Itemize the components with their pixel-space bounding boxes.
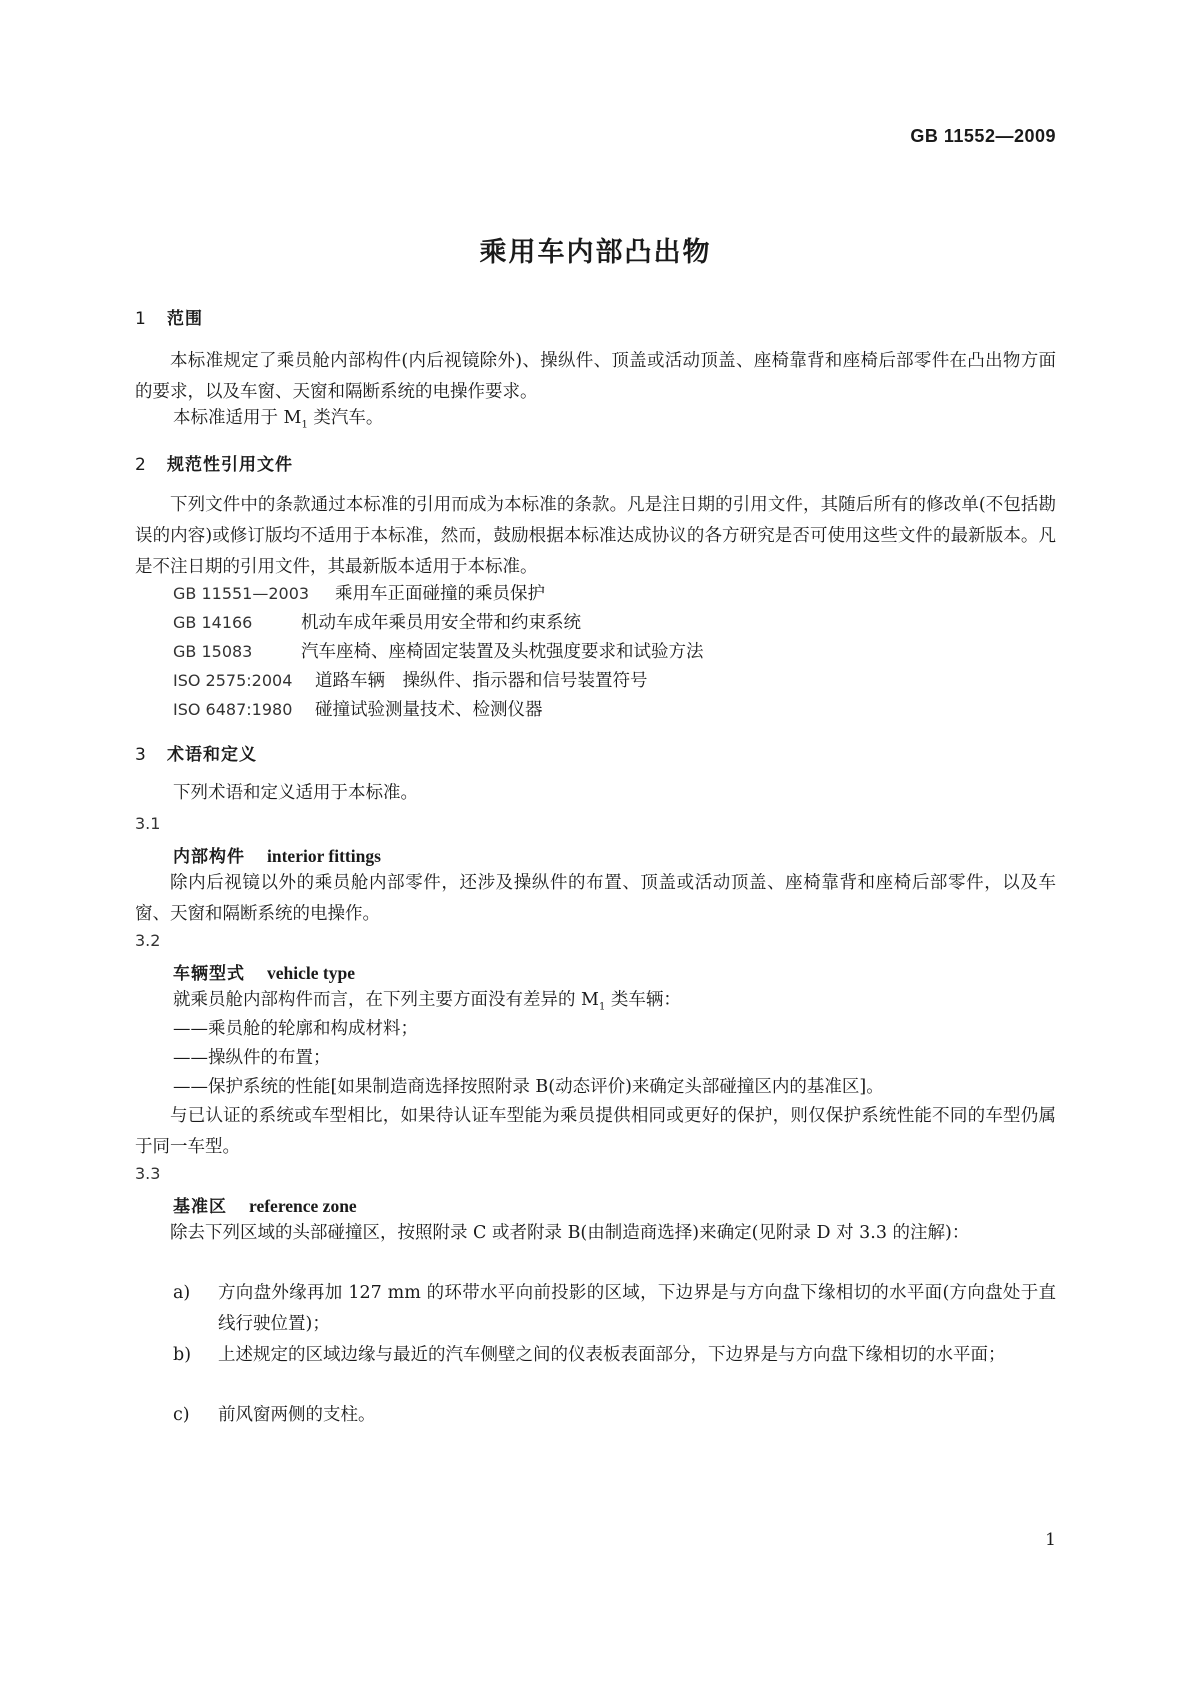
reference-item (173, 694, 543, 726)
text-run: 类汽车。 (307, 408, 384, 428)
dash-item: ——操纵件的布置； (173, 1048, 331, 1068)
reference-title: 乘用车正面碰撞的乘员保护 (335, 584, 545, 604)
section-number: 2 (135, 455, 147, 475)
text-run: 类车辆： (605, 990, 681, 1010)
subscript: 1 (598, 1001, 606, 1013)
section-number: 3 (135, 745, 147, 765)
standard-code: GB 11552—2009 (910, 126, 1056, 146)
reference-item (173, 636, 704, 668)
list-text: 上述规定的区域边缘与最近的汽车侧壁之间的仪表板表面部分，下边界是与方向盘下缘相切的水平面； (218, 1345, 1006, 1365)
term-english: interior fittings (267, 846, 381, 866)
dash-item: ——保护系统的性能[如果制造商选择按照附录 B(动态评价)来确定头部碰撞区内的基准区]。 (173, 1077, 884, 1097)
reference-title: 汽车座椅、座椅固定装置及头枕强度要求和试验方法 (301, 642, 704, 662)
document-title: 乘用车内部凸出物 (479, 237, 712, 268)
term-note: 与已认证的系统或车型相比，如果待认证车型能为乘员提供相同或更好的保护，则仅保护系统性能不同的车型仍属于同一车型。 (135, 1106, 1056, 1157)
reference-item (173, 607, 581, 639)
reference-title: 道路车辆 操纵件、指示器和信号装置符号 (315, 671, 648, 691)
reference-title: 碰撞试验测量技术、检测仪器 (315, 700, 543, 720)
list-text: 方向盘外缘再加 127 mm 的环带水平向前投影的区域，下边界是与方向盘下缘相切的水平面(方向盘处于直线行驶位置)； (218, 1283, 1056, 1334)
page-number: 1 (1045, 1530, 1056, 1550)
reference-code: GB 11551—2003 (173, 584, 310, 603)
section-title: 范围 (167, 309, 203, 329)
reference-item (173, 578, 545, 610)
reference-code: GB 14166 (173, 613, 253, 632)
term-heading (173, 1192, 357, 1217)
section-2-heading (135, 450, 293, 475)
section-title: 规范性引用文件 (167, 455, 293, 475)
clause-number: 3.2 (135, 931, 161, 950)
list-label: b) (173, 1345, 192, 1365)
section-number: 1 (135, 309, 147, 329)
term-heading (173, 959, 355, 984)
section-1-paragraph-2 (173, 403, 383, 441)
term-english: vehicle type (267, 963, 355, 983)
list-text: 前风窗两侧的支柱。 (218, 1405, 376, 1425)
text-run: 本标准适用于 M (173, 408, 302, 428)
reference-code: GB 15083 (173, 642, 253, 661)
list-item (173, 1340, 1056, 1371)
clause-number: 3.1 (135, 814, 161, 833)
term-heading (173, 842, 381, 867)
section-3-intro: 下列术语和定义适用于本标准。 (173, 783, 418, 803)
dash-item: ——乘员舱的轮廓和构成材料； (173, 1019, 418, 1039)
clause-number: 3.3 (135, 1164, 161, 1183)
reference-code: ISO 6487:1980 (173, 700, 293, 719)
list-label: c) (173, 1405, 190, 1425)
section-1-heading (135, 304, 203, 329)
term-chinese: 内部构件 (173, 847, 245, 867)
term-chinese: 车辆型式 (173, 964, 245, 984)
reference-item (173, 665, 648, 697)
term-english: reference zone (249, 1196, 357, 1216)
text-run: 就乘员舱内部构件而言，在下列主要方面没有差异的 M (173, 990, 599, 1010)
subscript: 1 (301, 419, 308, 431)
term-chinese: 基准区 (173, 1197, 227, 1217)
reference-code: ISO 2575:2004 (173, 671, 293, 690)
list-item (173, 1278, 1056, 1340)
term-definition: 除去下列区域的头部碰撞区，按照附录 C 或者附录 B(由制造商选择)来确定(见附录 D 对 3.3 的注解)： (170, 1223, 970, 1243)
list-label: a) (173, 1283, 191, 1303)
section-title: 术语和定义 (167, 745, 257, 765)
list-item (173, 1400, 1056, 1431)
reference-title: 机动车成年乘员用安全带和约束系统 (301, 613, 581, 633)
section-3-heading (135, 740, 257, 765)
section-1-paragraph-1: 本标准规定了乘员舱内部构件(内后视镜除外)、操纵件、顶盖或活动顶盖、座椅靠背和座椅后部零件在凸出物方面的要求，以及车窗、天窗和隔断系统的电操作要求。 (135, 351, 1056, 402)
term-definition: 除内后视镜以外的乘员舱内部零件，还涉及操纵件的布置、顶盖或活动顶盖、座椅靠背和座椅后部零件，以及车窗、天窗和隔断系统的电操作。 (135, 873, 1056, 924)
section-2-paragraph-1: 下列文件中的条款通过本标准的引用而成为本标准的条款。凡是注日期的引用文件，其随后所有的修改单(不包括勘误的内容)或修订版均不适用于本标准，然而，鼓励根据本标准达成协议的各方研究是否可使用这些文件的最新版本。凡是不注日期的引用文件，其最新版本适用于本标准。 (135, 495, 1056, 577)
